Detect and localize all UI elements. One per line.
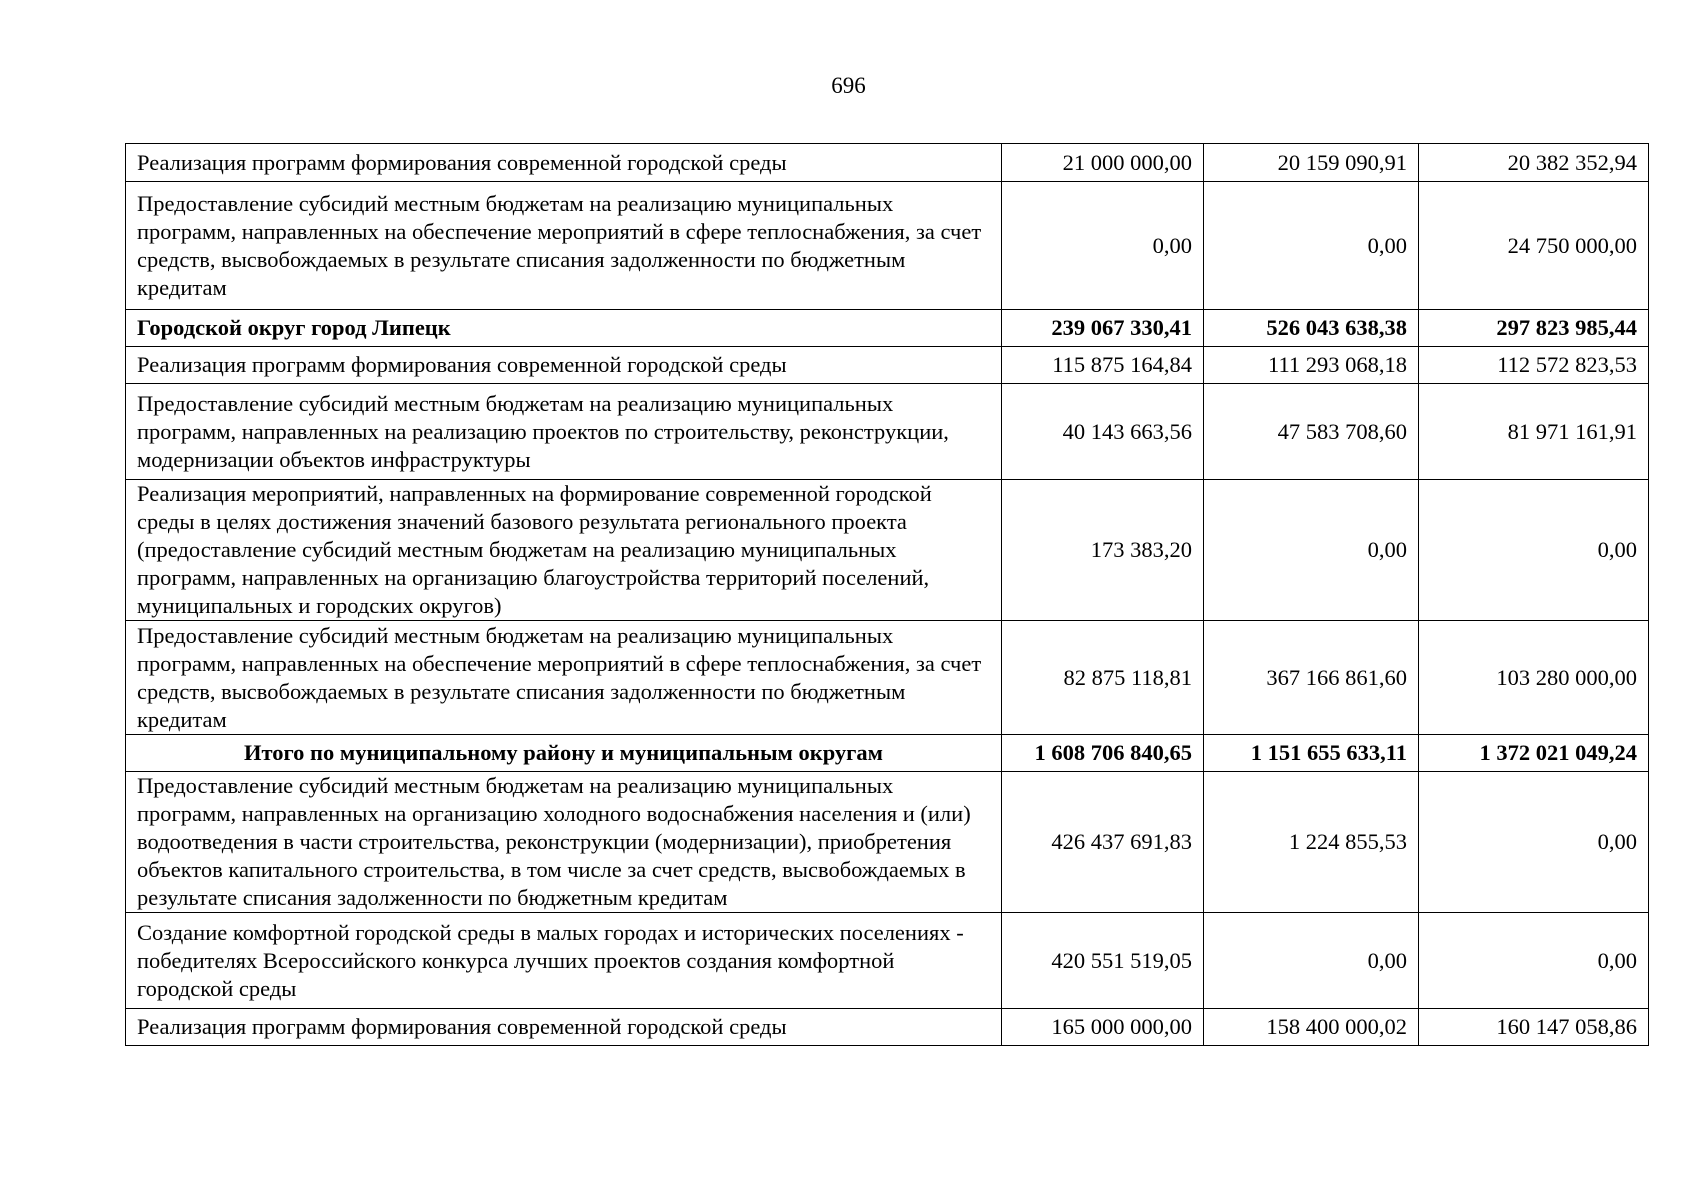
value-cell-col3: 297 823 985,44 xyxy=(1419,310,1649,347)
value-cell-col2: 111 293 068,18 xyxy=(1204,347,1419,384)
value-cell-col3: 0,00 xyxy=(1419,772,1649,913)
row-name-cell: Создание комфортной городской среды в малых городах и исторических поселениях - победителях Всероссийского конкурса лучших проектов создания комфортной городской среды xyxy=(126,913,1002,1009)
table-row xyxy=(126,144,1649,182)
value-cell-col3: 160 147 058,86 xyxy=(1419,1009,1649,1046)
value-cell-col1: 165 000 000,00 xyxy=(1002,1009,1204,1046)
value-cell-col3: 0,00 xyxy=(1419,913,1649,1009)
table-row-total xyxy=(126,735,1649,772)
row-name-cell: Реализация программ формирования современной городской среды xyxy=(126,1009,1002,1046)
value-cell-col1: 115 875 164,84 xyxy=(1002,347,1204,384)
value-cell-col3: 103 280 000,00 xyxy=(1419,621,1649,735)
value-cell-col2: 1 151 655 633,11 xyxy=(1204,735,1419,772)
value-cell-col1: 1 608 706 840,65 xyxy=(1002,735,1204,772)
value-cell-col3: 20 382 352,94 xyxy=(1419,144,1649,182)
row-name-cell: Реализация мероприятий, направленных на формирование современной городской среды в целях достижения значений базового результата регионального проекта (предоставление субсидий местным бюджетам на реализацию муниципальных программ, направленных на организацию благоустройства территорий поселений, муниципальных и городских округов) xyxy=(126,480,1002,621)
value-cell-col2: 0,00 xyxy=(1204,182,1419,310)
row-name-cell: Предоставление субсидий местным бюджетам на реализацию муниципальных программ, направленных на организацию холодного водоснабжения населения и (или) водоотведения в части строительства, реконструкции (модернизации), приобретения объектов капитального строительства, в том числе за счет средств, высвобождаемых в результате списания задолженности по бюджетным кредитам xyxy=(126,772,1002,913)
table-row xyxy=(126,913,1649,1009)
table-row xyxy=(126,621,1649,735)
value-cell-col1: 426 437 691,83 xyxy=(1002,772,1204,913)
row-name-cell: Предоставление субсидий местным бюджетам на реализацию муниципальных программ, направленных на обеспечение мероприятий в сфере теплоснабжения, за счет средств, высвобождаемых в результате списания задолженности по бюджетным кредитам xyxy=(126,182,1002,310)
table-row xyxy=(126,347,1649,384)
value-cell-col2: 1 224 855,53 xyxy=(1204,772,1419,913)
row-name-cell: Реализация программ формирования современной городской среды xyxy=(126,347,1002,384)
row-name-cell: Итого по муниципальному району и муниципальным округам xyxy=(126,735,1002,772)
value-cell-col1: 173 383,20 xyxy=(1002,480,1204,621)
value-cell-col1: 40 143 663,56 xyxy=(1002,384,1204,480)
value-cell-col2: 0,00 xyxy=(1204,480,1419,621)
value-cell-col2: 526 043 638,38 xyxy=(1204,310,1419,347)
table-row xyxy=(126,772,1649,913)
budget-table xyxy=(125,143,1649,1046)
value-cell-col2: 158 400 000,02 xyxy=(1204,1009,1419,1046)
value-cell-col3: 1 372 021 049,24 xyxy=(1419,735,1649,772)
page-number: 696 xyxy=(831,73,866,98)
value-cell-col3: 0,00 xyxy=(1419,480,1649,621)
value-cell-col1: 239 067 330,41 xyxy=(1002,310,1204,347)
table-row xyxy=(126,182,1649,310)
value-cell-col1: 420 551 519,05 xyxy=(1002,913,1204,1009)
table-row-subtotal xyxy=(126,310,1649,347)
value-cell-col3: 112 572 823,53 xyxy=(1419,347,1649,384)
value-cell-col2: 0,00 xyxy=(1204,913,1419,1009)
table-row xyxy=(126,1009,1649,1046)
value-cell-col1: 82 875 118,81 xyxy=(1002,621,1204,735)
table-row xyxy=(126,384,1649,480)
row-name-cell: Предоставление субсидий местным бюджетам на реализацию муниципальных программ, направленных на реализацию проектов по строительству, реконструкции, модернизации объектов инфраструктуры xyxy=(126,384,1002,480)
row-name-cell: Реализация программ формирования современной городской среды xyxy=(126,144,1002,182)
value-cell-col1: 0,00 xyxy=(1002,182,1204,310)
value-cell-col2: 47 583 708,60 xyxy=(1204,384,1419,480)
value-cell-col2: 20 159 090,91 xyxy=(1204,144,1419,182)
row-name-cell: Предоставление субсидий местным бюджетам на реализацию муниципальных программ, направленных на обеспечение мероприятий в сфере теплоснабжения, за счет средств, высвобождаемых в результате списания задолженности по бюджетным кредитам xyxy=(126,621,1002,735)
table-row xyxy=(126,480,1649,621)
row-name-cell: Городской округ город Липецк xyxy=(126,310,1002,347)
value-cell-col3: 81 971 161,91 xyxy=(1419,384,1649,480)
value-cell-col1: 21 000 000,00 xyxy=(1002,144,1204,182)
value-cell-col3: 24 750 000,00 xyxy=(1419,182,1649,310)
value-cell-col2: 367 166 861,60 xyxy=(1204,621,1419,735)
